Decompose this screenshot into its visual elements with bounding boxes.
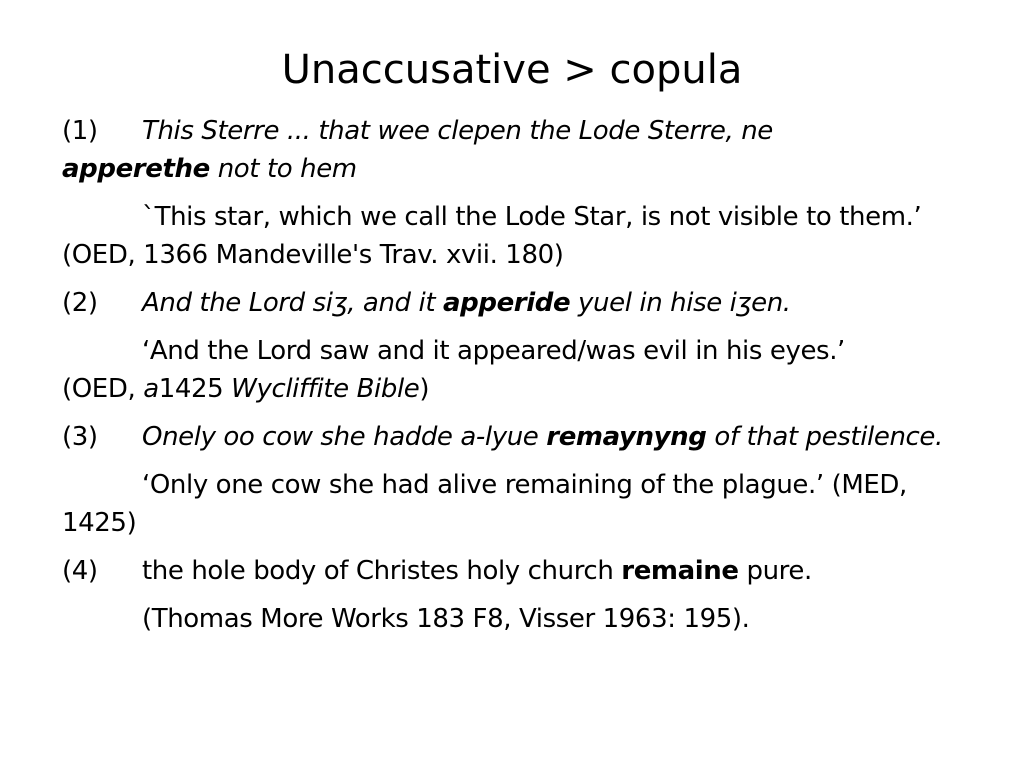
example-text: And the Lord siʒ, and it: [142, 288, 443, 318]
example-text: the hole body of Christes holy church: [142, 556, 622, 586]
example-text: Onely oo cow she hadde a-lyue: [142, 422, 547, 452]
source-title: Wycliffite Bible: [231, 374, 420, 404]
example-4: [62, 552, 952, 590]
source-circa: a: [143, 374, 159, 404]
source-close: ): [419, 374, 430, 404]
example-keyword: apperethe: [62, 154, 210, 184]
slide-body: [62, 112, 952, 648]
example-1: [62, 112, 952, 188]
example-2: [62, 284, 952, 322]
example-number: (4): [62, 556, 98, 586]
translation-2: [62, 332, 952, 408]
example-text: pure.: [738, 556, 812, 586]
translation-1: `This star, which we call the Lode Star, is not visible to them.’ (OED, 1366 Mandeville's Trav. xvii. 180): [62, 202, 922, 270]
example-keyword: remaynyng: [546, 422, 707, 452]
source-open: (OED,: [62, 374, 144, 404]
example-text: not to hem: [209, 154, 357, 184]
example-3: [62, 418, 952, 456]
example-text: This Sterre ... that wee clepen the Lode Sterre, ne: [142, 116, 773, 146]
source-4: (Thomas More Works 183 F8, Visser 1963: 195).: [142, 604, 750, 634]
source-year: 1425: [158, 374, 232, 404]
example-keyword: remaine: [621, 556, 739, 586]
example-text: yuel in hise iʒen.: [570, 288, 791, 318]
translation-3: ‘Only one cow she had alive remaining of the plague.’ (MED, 1425): [62, 470, 907, 538]
example-keyword: apperide: [443, 288, 571, 318]
translation-text: ‘And the Lord saw and it appeared/was evil in his eyes.’: [142, 336, 845, 366]
example-text: of that pestilence.: [706, 422, 943, 452]
slide-title: Unaccusative > copula: [281, 47, 743, 93]
example-number: (2): [62, 288, 98, 318]
example-number: (1): [62, 116, 98, 146]
example-number: (3): [62, 422, 98, 452]
